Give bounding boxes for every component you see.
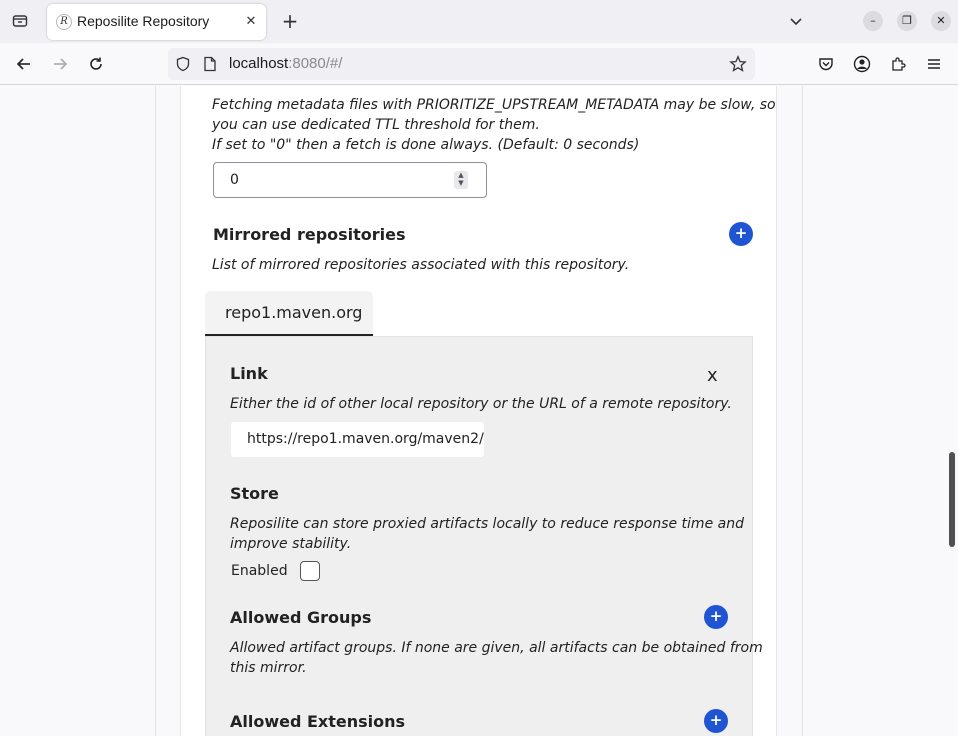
store-enabled-label: Enabled <box>231 563 288 579</box>
allowed-groups-description-1: Allowed artifact groups. If none are given, all artifacts can be obtained from <box>230 640 763 656</box>
link-input[interactable] <box>231 422 484 457</box>
tracking-protection-icon[interactable] <box>175 56 191 76</box>
close-tab-icon[interactable]: ✕ <box>245 14 257 29</box>
account-icon[interactable] <box>850 52 874 76</box>
browser-tab-active[interactable] <box>47 4 266 40</box>
store-description-1: Reposilite can store proxied artifacts locally to reduce response time and <box>230 516 744 532</box>
tab-label: repo1.maven.org <box>225 303 363 322</box>
page-viewport <box>0 86 958 736</box>
allowed-extensions-heading: Allowed Extensions <box>230 712 406 731</box>
mirrored-repositories-description: List of mirrored repositories associated with this repository. <box>212 257 630 273</box>
link-description: Either the id of other local repository or the URL of a remote repository. <box>230 396 732 412</box>
link-heading: Link <box>230 364 268 383</box>
tab-title: Reposilite Repository <box>77 13 210 29</box>
metadata-ttl-description-1: Fetching metadata files with PRIORITIZE_UPSTREAM_METADATA may be slow, so <box>212 97 776 113</box>
remove-mirror-button[interactable]: x <box>707 365 718 386</box>
forward-icon[interactable] <box>48 52 72 76</box>
reposilite-favicon-icon: R <box>56 14 72 30</box>
minimize-window-icon[interactable]: – <box>863 11 883 31</box>
url-path: :8080/#/ <box>288 55 343 72</box>
link-value: https://repo1.maven.org/maven2/ <box>247 431 484 447</box>
firefox-view-icon[interactable] <box>8 9 32 33</box>
number-spinner-icon[interactable]: ▲ ▼ <box>454 171 468 189</box>
add-allowed-group-button[interactable]: + <box>704 605 728 629</box>
menu-icon[interactable] <box>922 52 946 76</box>
store-heading: Store <box>230 484 279 503</box>
add-allowed-extension-button[interactable]: + <box>704 709 728 733</box>
add-mirrored-repository-button[interactable]: + <box>729 222 753 246</box>
store-enabled-checkbox[interactable] <box>300 561 320 581</box>
tab-repo1-maven-org[interactable] <box>205 291 373 336</box>
scrollbar-track[interactable] <box>945 86 958 736</box>
store-description-2: improve stability. <box>230 536 352 552</box>
close-window-icon[interactable]: ✕ <box>931 11 951 31</box>
metadata-ttl-value: 0 <box>230 172 239 188</box>
new-tab-icon[interactable]: + <box>281 9 299 33</box>
restore-window-icon[interactable]: ❐ <box>897 11 917 31</box>
page-info-icon[interactable] <box>203 56 217 76</box>
address-bar[interactable] <box>168 48 755 80</box>
url-text <box>229 55 342 72</box>
back-icon[interactable] <box>12 52 36 76</box>
metadata-ttl-description-3: If set to "0" then a fetch is done always. (Default: 0 seconds) <box>212 137 640 153</box>
extensions-icon[interactable] <box>886 52 910 76</box>
metadata-ttl-description-2: you can use dedicated TTL threshold for them. <box>212 117 540 133</box>
url-host: localhost <box>229 55 289 72</box>
allowed-groups-heading: Allowed Groups <box>230 608 372 627</box>
tab-bar <box>0 0 958 43</box>
reload-icon[interactable] <box>84 52 108 76</box>
list-all-tabs-icon[interactable] <box>786 12 806 32</box>
metadata-ttl-input[interactable] <box>213 162 487 198</box>
bookmark-star-icon[interactable] <box>729 55 747 77</box>
pocket-icon[interactable] <box>814 52 838 76</box>
mirrored-repositories-heading: Mirrored repositories <box>213 225 406 244</box>
allowed-groups-description-2: this mirror. <box>230 660 307 676</box>
navigation-toolbar <box>0 43 958 85</box>
scrollbar-thumb[interactable] <box>949 452 955 547</box>
